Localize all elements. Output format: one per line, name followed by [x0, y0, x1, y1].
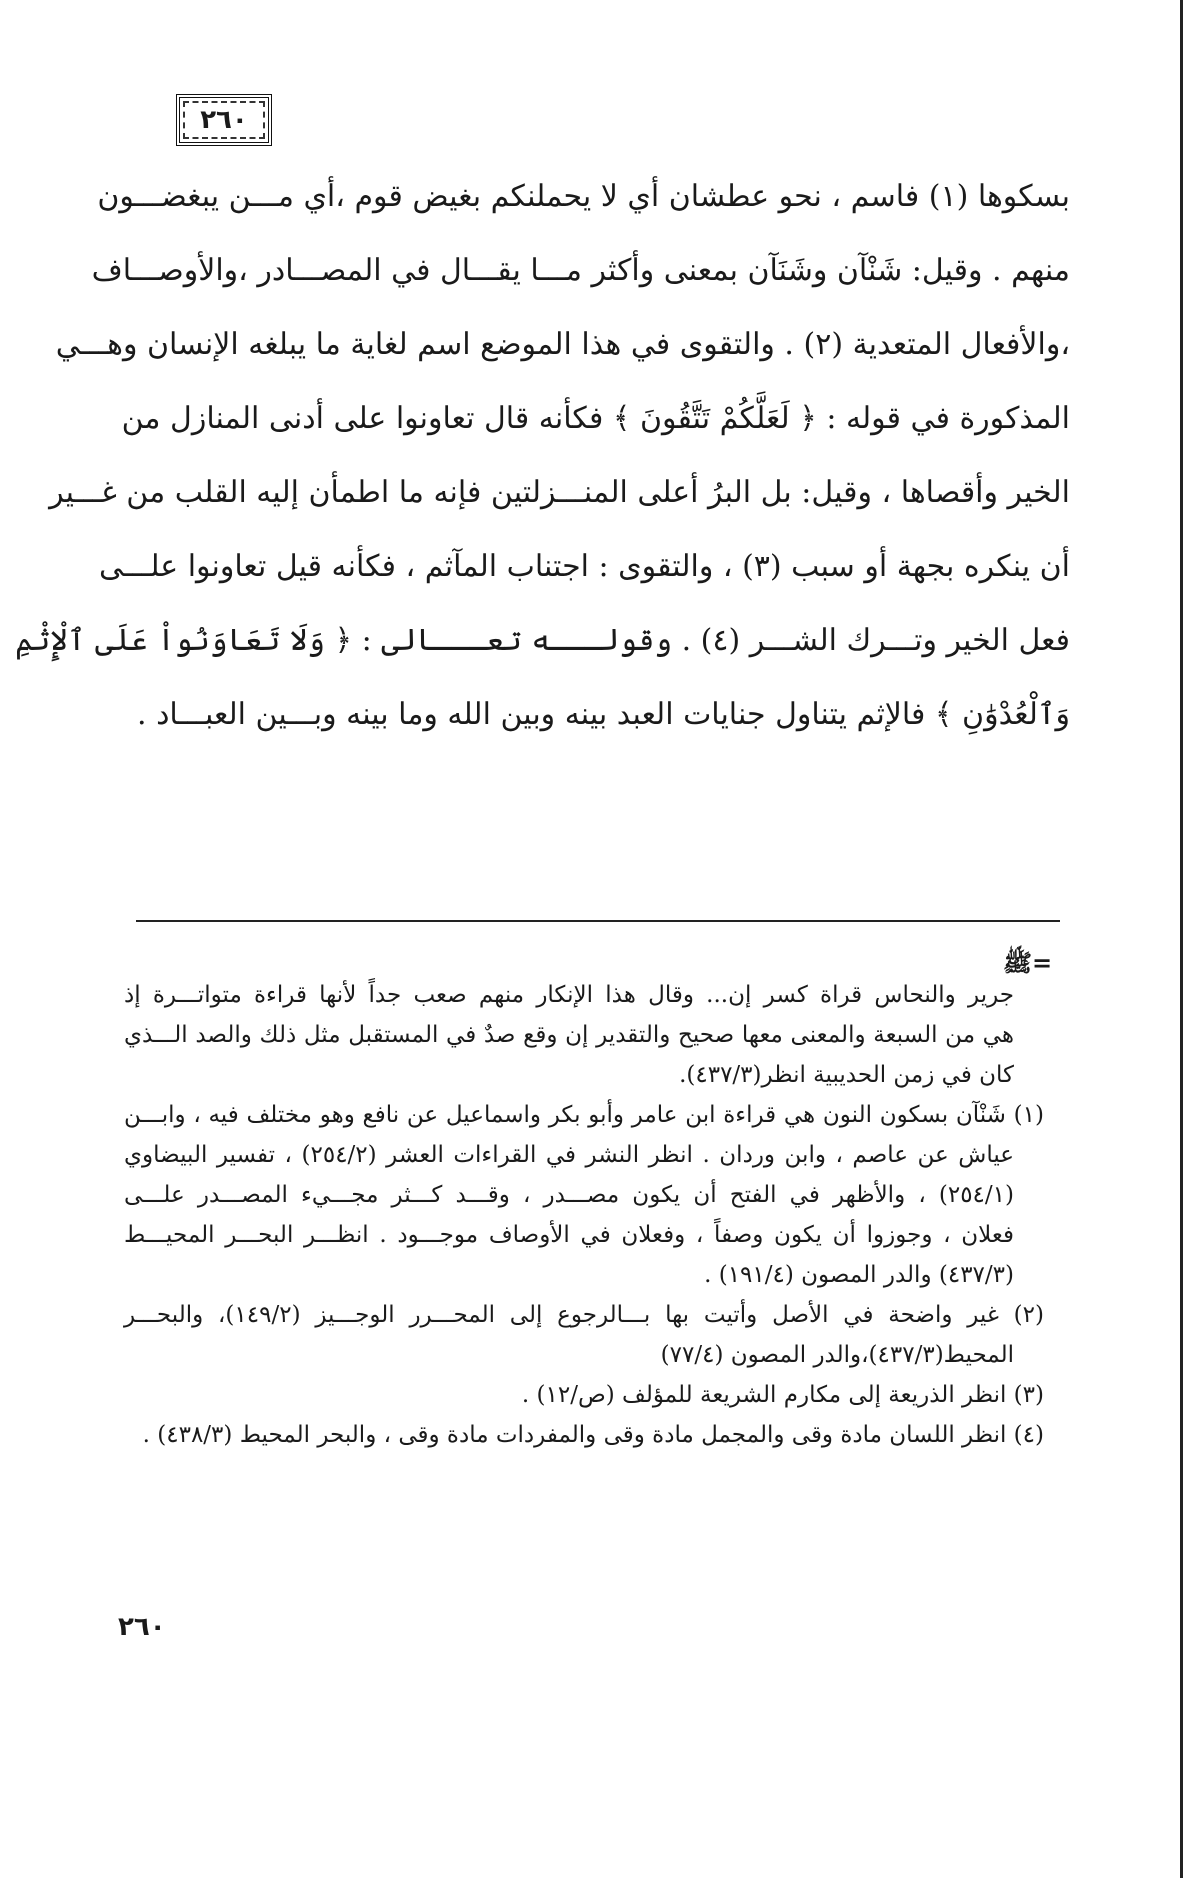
- main-text-body: [15, 160, 1070, 752]
- footnote-line-4: (١) شَنْآن بسكون النون هي قراءة ابن عامر وأبو بكر واسماعيل عن نافع وهو مختلف فيه ، وابـــن: [124, 1102, 1044, 1128]
- main-line-3: ،والأفعال المتعدية (٢) . والتقوى في هذا الموضع اسم لغاية ما يبلغه الإنسان وهـــي: [55, 327, 1070, 362]
- footnote-line-12: (٤) انظر اللسان مادة وقى والمجمل مادة وقى والمفردات مادة وقى ، والبحر المحيط (٤٣٨/٣) .: [142, 1422, 1044, 1448]
- main-line-1: بسكوها (١) فاسم ، نحو عطشان أي لا يحملنكم بغيض قوم ،أي مـــن يبغضـــون: [97, 179, 1070, 214]
- main-line-7: فعل الخير وتـــرك الشـــر (٤) . وقولـــه تعـــالى : ﴿ وَلَا تَعَاوَنُواْ عَلَى ٱلْإِثْمِ: [15, 623, 1070, 658]
- footnote-line-5: عياش عن عاصم ، وابن وردان . انظر النشر في القراءات العشر (٢٥٤/٢) ، تفسير البيضاوي: [124, 1142, 1014, 1168]
- footnote-line-6: (٢٥٤/١) ، والأظهر في الفتح أن يكون مصـــدر ، وقـــد كـــثر مجـــيء المصـــدر علـــى: [124, 1182, 1014, 1208]
- footnote-divider: [136, 920, 1060, 922]
- footnote-line-8: (٤٣٧/٣) والدر المصون (١٩١/٤) .: [704, 1262, 1014, 1288]
- footnote-line-9: (٢) غير واضحة في الأصل وأتيت بها بـــالرجوع إلى المحـــرر الوجـــيز (١٤٩/٢)، والبحـــر: [124, 1302, 1045, 1328]
- footnote-line-7: فعلان ، وجوزوا أن يكون وصفاً ، وفعلان في الأوصاف موجـــود . انظـــر البحـــر المحيـــط: [124, 1222, 1015, 1248]
- main-line-8: وَٱلْعُدْوَٰنِ ﴾ فالإثم يتناول جنايات العبد بينه وبين الله وما بينه وبـــين العبـــاد .: [137, 697, 1070, 732]
- main-line-4: المذكورة في قوله : ﴿ لَعَلَّكُمْ تَتَّقُونَ ﴾ فكأنه قال تعاونوا على أدنى المنازل من: [121, 401, 1070, 436]
- main-line-6: أن ينكره بجهة أو سبب (٣) ، والتقوى : اجتناب المآثم ، فكأنه قيل تعاونوا علـــى: [98, 549, 1070, 584]
- footnote-line-2: هي من السبعة والمعنى معها صحيح والتقدير إن وقع صدٌ في المستقبل مثل ذلك والصد الـــذي: [124, 1022, 1014, 1048]
- main-line-2: منهم . وقيل: شَنْآن وشَنَآن بمعنى وأكثر مـــا يقـــال في المصـــادر ،والأوصـــاف: [91, 253, 1070, 288]
- footnote-line-1: جرير والنحاس قراة كسر إن... وقال هذا الإنكار منهم صعب جداً لأنها قراءة متواتـــرة إذ: [124, 982, 1014, 1008]
- footnote-line-11: (٣) انظر الذريعة إلى مكارم الشريعة للمؤلف (ص/١٢) .: [521, 1382, 1044, 1408]
- footnote-line-3: كان في زمن الحديبية انظر(٤٣٧/٣).: [679, 1062, 1014, 1088]
- footnotes-section: [124, 975, 1044, 1455]
- main-line-5: الخير وأقصاها ، وقيل: بل البرُ أعلى المنـــزلتين فإنه ما اطمأن إليه القلب من غـــير: [49, 475, 1070, 510]
- bottom-page-number: ٢٦٠: [118, 1612, 166, 1642]
- top-page-number: ٢٦٠: [176, 94, 272, 146]
- page-edge-line: [1180, 0, 1183, 1878]
- footnote-line-10: المحيط(٤٣٧/٣)،والدر المصون (٧٧/٤): [660, 1342, 1014, 1368]
- continuation-mark: ﷺ=: [1003, 949, 1053, 977]
